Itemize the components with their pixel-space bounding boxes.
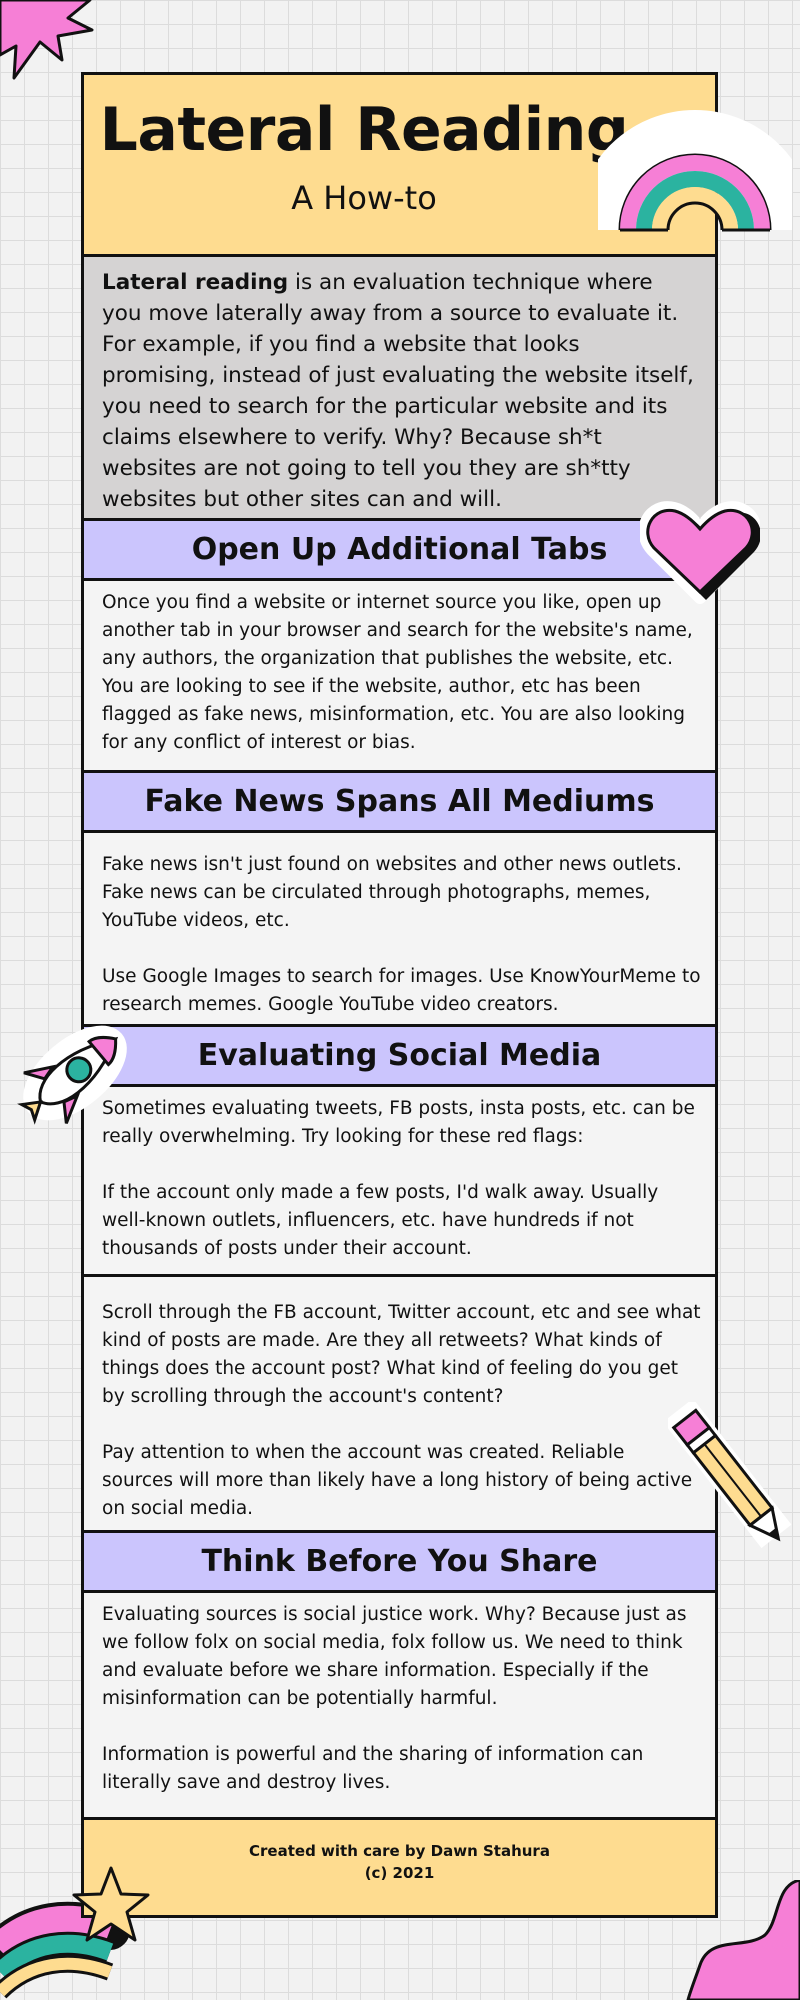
intro-lead: Lateral reading — [102, 270, 289, 295]
section-body-share — [84, 1593, 715, 1820]
intro-text: is an evaluation technique where you move laterally away from a source to evaluate it. For example, if you find a website that looks promising, instead of just evaluating the website itself, you need to search for the particular website and its claims elsewhere to verify. Why? Because sh*t websites are not going to tell you they are sh*tty websites but other sites can and will. — [102, 270, 694, 512]
rocket-icon — [10, 1018, 140, 1128]
paragraph: Fake news isn't just found on websites and other news outlets. Fake news can be circulated through photographs, memes, YouTube videos, etc. — [102, 854, 682, 931]
section-body-social-media-2 — [84, 1277, 715, 1533]
rainbow-icon — [598, 102, 792, 242]
intro-paragraph — [102, 267, 697, 515]
section-body-fake-news — [84, 833, 715, 1027]
page-subtitle: A How-to — [291, 179, 437, 217]
paragraph: Sometimes evaluating tweets, FB posts, insta posts, etc. can be really overwhelming. Try looking for these red flags: — [102, 1098, 695, 1147]
infographic-card — [81, 72, 718, 1918]
intro-block — [84, 257, 715, 521]
page-title: Lateral Reading — [99, 95, 629, 165]
section-heading-share: Think Before You Share — [84, 1533, 715, 1593]
section-heading-fake-news: Fake News Spans All Mediums — [84, 773, 715, 833]
paragraph: Pay attention to when the account was created. Reliable sources will more than likely have a long history of being active on social media. — [102, 1442, 693, 1519]
paragraph: If the account only made a few posts, I'd walk away. Usually well-known outlets, influencers, etc. have hundreds if not thousands of posts under their account. — [102, 1182, 659, 1259]
paragraph: Information is powerful and the sharing of information can literally save and destroy lives. — [102, 1744, 644, 1793]
section-body-tabs — [84, 581, 715, 773]
paragraph: Once you find a website or internet source you like, open up another tab in your browser and search for the website's name, any authors, the organization that publishes the website, etc. You are looking to see if the website, author, etc has been flagged as fake news, misinformation, etc. You are also looking for any conflict of interest or bias. — [102, 592, 693, 753]
paragraph: Scroll through the FB account, Twitter account, etc and see what kind of posts are made. Are they all retweets? What kinds of things does the account post? What kind of feeling do you get by scrolling through the account's content? — [102, 1302, 701, 1407]
footer — [84, 1820, 715, 1915]
pencil-icon — [668, 1402, 800, 1562]
section-body-social-media-1 — [84, 1087, 715, 1277]
section-heading-social-media: Evaluating Social Media — [84, 1027, 715, 1087]
section-heading-tabs: Open Up Additional Tabs — [84, 521, 715, 581]
heart-icon — [640, 500, 760, 610]
paragraph: Evaluating sources is social justice work. Why? Because just as we follow folx on social media, folx follow us. We need to think and evaluate before we share information. Especially if the misinformation can be potentially harmful. — [102, 1604, 687, 1709]
footer-copyright: (c) 2021 — [364, 1864, 435, 1882]
star-icon — [68, 1862, 154, 1948]
footer-credit: Created with care by Dawn Stahura — [249, 1842, 550, 1860]
paragraph: Use Google Images to search for images. Use KnowYourMeme to research memes. Google YouTube video creators. — [102, 966, 701, 1015]
